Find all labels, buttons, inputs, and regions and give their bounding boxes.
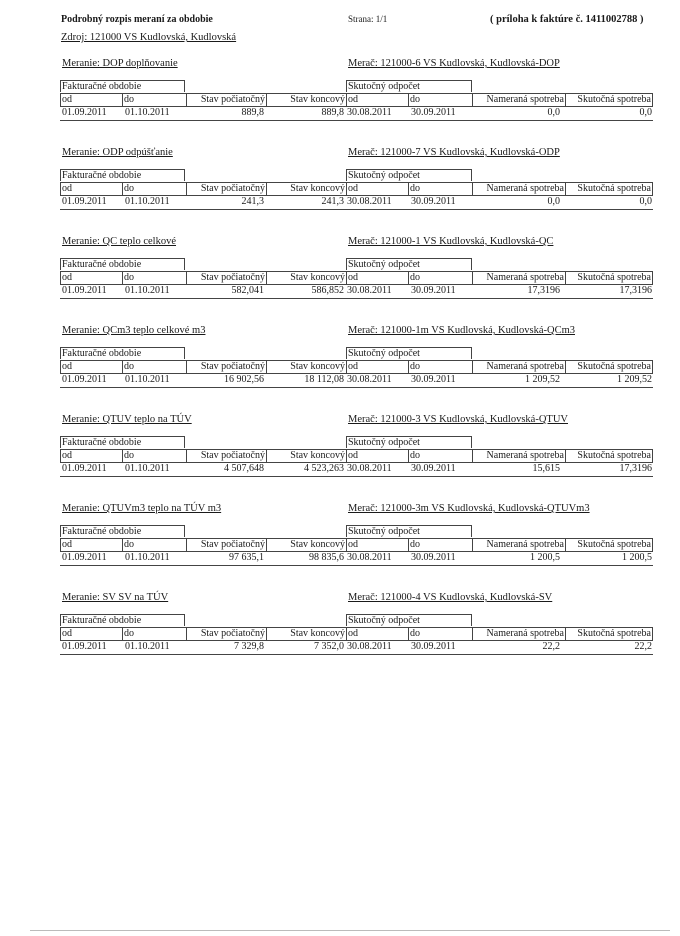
value-stav-pociatocny: 16 902,56 [224, 374, 264, 385]
value-fakt-od: 01.09.2011 [62, 285, 107, 296]
value-stav-koncovy: 18 112,08 [304, 374, 344, 385]
header-stav-koncovy: Stav koncový [266, 94, 346, 106]
merac-label: Merač: 121000-3m VS Kudlovská, Kudlovská-QTUVm3 [348, 503, 590, 514]
merac-label: Merač: 121000-1 VS Kudlovská, Kudlovská-QC [348, 236, 554, 247]
page-number: Strana: 1/1 [348, 14, 388, 24]
value-odpocet-od: 30.08.2011 [347, 641, 392, 652]
value-odpocet-od: 30.08.2011 [347, 552, 392, 563]
table-header-row [60, 360, 653, 374]
value-odpocet-do: 30.09.2011 [411, 107, 456, 118]
fakturacne-obdobie-label: Fakturačné obdobie [60, 614, 185, 626]
header-do: do [408, 628, 472, 640]
table-row [60, 551, 653, 566]
merac-label: Merač: 121000-3 VS Kudlovská, Kudlovská-QTUV [348, 414, 568, 425]
header-do: do [122, 361, 186, 373]
merac-label: Merač: 121000-6 VS Kudlovská, Kudlovská-DOP [348, 58, 560, 69]
value-odpocet-do: 30.09.2011 [411, 641, 456, 652]
header-stav-pociatocny: Stav počiatočný [186, 450, 266, 462]
header-od: od [60, 361, 122, 373]
header-od: od [346, 450, 408, 462]
header-od: od [346, 94, 408, 106]
value-skutocna-spotreba: 0,0 [639, 107, 652, 118]
header-od: od [346, 272, 408, 284]
table-header-row [60, 538, 653, 552]
header-stav-koncovy: Stav koncový [266, 272, 346, 284]
value-odpocet-do: 30.09.2011 [411, 196, 456, 207]
value-fakt-od: 01.09.2011 [62, 374, 107, 385]
header-skutocna-spotreba: Skutočná spotreba [565, 539, 653, 551]
header-od: od [60, 628, 122, 640]
header-stav-pociatocny: Stav počiatočný [186, 183, 266, 195]
table-row [60, 284, 653, 299]
merac-label: Merač: 121000-7 VS Kudlovská, Kudlovská-ODP [348, 147, 560, 158]
measurement-section [0, 414, 680, 488]
measurement-section [0, 236, 680, 310]
header-stav-koncovy: Stav koncový [266, 361, 346, 373]
value-stav-pociatocny: 97 635,1 [229, 552, 264, 563]
value-fakt-do: 01.10.2011 [125, 285, 170, 296]
header-stav-pociatocny: Stav počiatočný [186, 94, 266, 106]
header-skutocna-spotreba: Skutočná spotreba [565, 183, 653, 195]
table-row [60, 106, 653, 121]
header-od: od [346, 539, 408, 551]
footer-divider [30, 930, 670, 931]
skutocny-odpocet-label: Skutočný odpočet [346, 169, 472, 181]
header-do: do [122, 183, 186, 195]
header-namerana-spotreba: Nameraná spotreba [472, 361, 565, 373]
value-odpocet-do: 30.09.2011 [411, 552, 456, 563]
value-odpocet-do: 30.09.2011 [411, 374, 456, 385]
value-namerana-spotreba: 1 200,5 [530, 552, 560, 563]
measurement-section [0, 503, 680, 577]
header-stav-koncovy: Stav koncový [266, 628, 346, 640]
value-stav-koncovy: 4 523,263 [304, 463, 344, 474]
meranie-label: Meranie: QCm3 teplo celkové m3 [62, 325, 206, 336]
header-do: do [122, 628, 186, 640]
fakturacne-obdobie-label: Fakturačné obdobie [60, 436, 185, 448]
table-header-row [60, 271, 653, 285]
fakturacne-obdobie-label: Fakturačné obdobie [60, 525, 185, 537]
header-do: do [408, 539, 472, 551]
skutocny-odpocet-label: Skutočný odpočet [346, 525, 472, 537]
value-stav-pociatocny: 241,3 [241, 196, 264, 207]
value-fakt-do: 01.10.2011 [125, 641, 170, 652]
header-stav-koncovy: Stav koncový [266, 450, 346, 462]
fakturacne-obdobie-label: Fakturačné obdobie [60, 258, 185, 270]
header-stav-pociatocny: Stav počiatočný [186, 361, 266, 373]
header-stav-pociatocny: Stav počiatočný [186, 272, 266, 284]
header-skutocna-spotreba: Skutočná spotreba [565, 361, 653, 373]
header-od: od [60, 94, 122, 106]
header-namerana-spotreba: Nameraná spotreba [472, 94, 565, 106]
header-namerana-spotreba: Nameraná spotreba [472, 628, 565, 640]
header-namerana-spotreba: Nameraná spotreba [472, 539, 565, 551]
value-odpocet-od: 30.08.2011 [347, 285, 392, 296]
value-skutocna-spotreba: 17,3196 [619, 463, 652, 474]
value-skutocna-spotreba: 22,2 [634, 641, 652, 652]
value-skutocna-spotreba: 0,0 [639, 196, 652, 207]
header-od: od [60, 450, 122, 462]
header-od: od [346, 183, 408, 195]
fakturacne-obdobie-label: Fakturačné obdobie [60, 80, 185, 92]
header-stav-pociatocny: Stav počiatočný [186, 628, 266, 640]
header-namerana-spotreba: Nameraná spotreba [472, 450, 565, 462]
merac-label: Merač: 121000-4 VS Kudlovská, Kudlovská-SV [348, 592, 553, 603]
value-odpocet-do: 30.09.2011 [411, 463, 456, 474]
value-fakt-do: 01.10.2011 [125, 552, 170, 563]
meranie-label: Meranie: ODP odpúšťanie [62, 147, 173, 158]
fakturacne-obdobie-label: Fakturačné obdobie [60, 347, 185, 359]
header-do: do [408, 361, 472, 373]
table-row [60, 373, 653, 388]
header-stav-pociatocny: Stav počiatočný [186, 539, 266, 551]
table-header-row [60, 627, 653, 641]
measurement-section [0, 58, 680, 132]
header-do: do [408, 94, 472, 106]
value-skutocna-spotreba: 17,3196 [619, 285, 652, 296]
meranie-label: Meranie: DOP doplňovanie [62, 58, 178, 69]
value-namerana-spotreba: 15,615 [532, 463, 560, 474]
value-stav-pociatocny: 7 329,8 [234, 641, 264, 652]
skutocny-odpocet-label: Skutočný odpočet [346, 436, 472, 448]
header-do: do [408, 272, 472, 284]
value-stav-koncovy: 98 835,6 [309, 552, 344, 563]
value-odpocet-od: 30.08.2011 [347, 463, 392, 474]
value-odpocet-od: 30.08.2011 [347, 107, 392, 118]
value-stav-koncovy: 7 352,0 [314, 641, 344, 652]
value-namerana-spotreba: 0,0 [547, 196, 560, 207]
table-row [60, 462, 653, 477]
skutocny-odpocet-label: Skutočný odpočet [346, 80, 472, 92]
value-fakt-do: 01.10.2011 [125, 107, 170, 118]
value-fakt-od: 01.09.2011 [62, 196, 107, 207]
measurement-section [0, 147, 680, 221]
header-namerana-spotreba: Nameraná spotreba [472, 183, 565, 195]
value-stav-koncovy: 586,852 [311, 285, 344, 296]
invoice-reference: ( príloha k faktúre č. 1411002788 ) [490, 14, 644, 25]
value-namerana-spotreba: 1 209,52 [525, 374, 560, 385]
value-skutocna-spotreba: 1 200,5 [622, 552, 652, 563]
value-fakt-od: 01.09.2011 [62, 463, 107, 474]
merac-label: Merač: 121000-1m VS Kudlovská, Kudlovská-QCm3 [348, 325, 575, 336]
header-stav-koncovy: Stav koncový [266, 183, 346, 195]
meranie-label: Meranie: QTUVm3 teplo na TÚV m3 [62, 503, 222, 514]
header-skutocna-spotreba: Skutočná spotreba [565, 94, 653, 106]
header-skutocna-spotreba: Skutočná spotreba [565, 628, 653, 640]
value-stav-pociatocny: 4 507,648 [224, 463, 264, 474]
skutocny-odpocet-label: Skutočný odpočet [346, 614, 472, 626]
value-fakt-od: 01.09.2011 [62, 552, 107, 563]
header-od: od [346, 361, 408, 373]
header-do: do [122, 272, 186, 284]
header-do: do [408, 183, 472, 195]
meranie-label: Meranie: SV SV na TÚV [62, 592, 169, 603]
value-odpocet-do: 30.09.2011 [411, 285, 456, 296]
document-title: Podrobný rozpis meraní za obdobie [61, 14, 213, 25]
table-row [60, 195, 653, 210]
meranie-label: Meranie: QC teplo celkové [62, 236, 177, 247]
table-header-row [60, 93, 653, 107]
measurement-section [0, 592, 680, 666]
skutocny-odpocet-label: Skutočný odpočet [346, 258, 472, 270]
value-odpocet-od: 30.08.2011 [347, 374, 392, 385]
header-od: od [60, 272, 122, 284]
value-fakt-od: 01.09.2011 [62, 107, 107, 118]
table-row [60, 640, 653, 655]
value-stav-pociatocny: 889,8 [241, 107, 264, 118]
value-stav-koncovy: 241,3 [321, 196, 344, 207]
header-do: do [122, 450, 186, 462]
header-do: do [408, 450, 472, 462]
header-do: do [122, 94, 186, 106]
value-fakt-do: 01.10.2011 [125, 374, 170, 385]
skutocny-odpocet-label: Skutočný odpočet [346, 347, 472, 359]
header-skutocna-spotreba: Skutočná spotreba [565, 450, 653, 462]
value-odpocet-od: 30.08.2011 [347, 196, 392, 207]
value-namerana-spotreba: 17,3196 [527, 285, 560, 296]
header-od: od [60, 539, 122, 551]
value-namerana-spotreba: 0,0 [547, 107, 560, 118]
value-fakt-do: 01.10.2011 [125, 463, 170, 474]
fakturacne-obdobie-label: Fakturačné obdobie [60, 169, 185, 181]
header-stav-koncovy: Stav koncový [266, 539, 346, 551]
source-line: Zdroj: 121000 VS Kudlovská, Kudlovská [61, 32, 237, 43]
table-header-row [60, 449, 653, 463]
value-stav-pociatocny: 582,041 [231, 285, 264, 296]
header-namerana-spotreba: Nameraná spotreba [472, 272, 565, 284]
meranie-label: Meranie: QTUV teplo na TÚV [62, 414, 192, 425]
table-header-row [60, 182, 653, 196]
value-namerana-spotreba: 22,2 [542, 641, 560, 652]
header-od: od [346, 628, 408, 640]
measurement-section [0, 325, 680, 399]
value-stav-koncovy: 889,8 [321, 107, 344, 118]
value-fakt-do: 01.10.2011 [125, 196, 170, 207]
header-skutocna-spotreba: Skutočná spotreba [565, 272, 653, 284]
header-do: do [122, 539, 186, 551]
value-skutocna-spotreba: 1 209,52 [617, 374, 652, 385]
header-od: od [60, 183, 122, 195]
value-fakt-od: 01.09.2011 [62, 641, 107, 652]
